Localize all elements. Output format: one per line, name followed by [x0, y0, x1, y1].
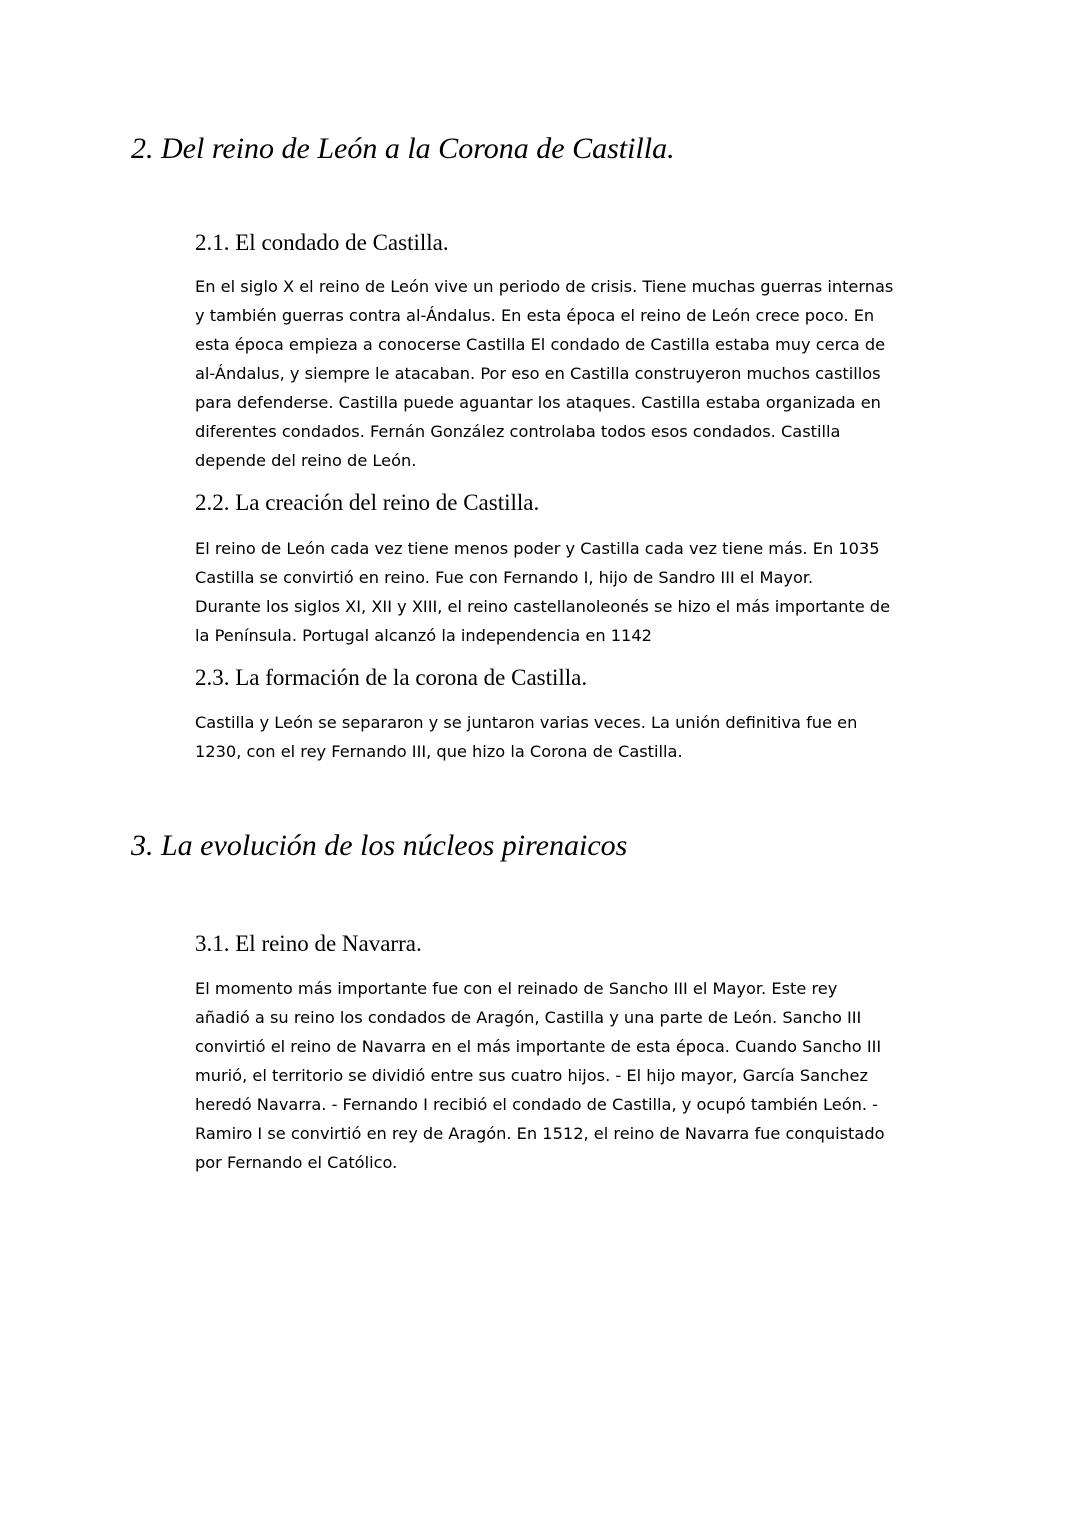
paragraph-line: Castilla y León se separaron y se juntaron varias veces. La unión definitiva fue en — [195, 713, 858, 732]
paragraph — [195, 534, 965, 650]
paragraph — [195, 708, 965, 766]
paragraph-line: heredó Navarra. - Fernando I recibió el condado de Castilla, y ocupó también León. - — [195, 1095, 879, 1114]
paragraph-line: por Fernando el Católico. — [195, 1153, 398, 1172]
paragraph-line: para defenderse. Castilla puede aguantar los ataques. Castilla estaba organizada en — [195, 393, 881, 412]
paragraph — [195, 974, 965, 1177]
paragraph-line: El reino de León cada vez tiene menos poder y Castilla cada vez tiene más. En 1035 — [195, 539, 880, 558]
paragraph — [195, 272, 965, 475]
subsection-heading: 2.2. La creación del reino de Castilla. — [195, 490, 540, 515]
paragraph-line: esta época empieza a conocerse Castilla El condado de Castilla estaba muy cerca de — [195, 335, 886, 354]
paragraph-line: al-Ándalus, y siempre le atacaban. Por eso en Castilla construyeron muchos castillos — [195, 364, 881, 383]
section-heading: 2. Del reino de León a la Corona de Castilla. — [131, 132, 675, 165]
paragraph-line: añadió a su reino los condados de Aragón, Castilla y una parte de León. Sancho III — [195, 1008, 862, 1027]
paragraph-line: la Península. Portugal alcanzó la independencia en 1142 — [195, 626, 652, 645]
paragraph-line: En el siglo X el reino de León vive un periodo de crisis. Tiene muchas guerras internas — [195, 277, 894, 296]
paragraph-line: murió, el territorio se dividió entre sus cuatro hijos. - El hijo mayor, García Sanchez — [195, 1066, 868, 1085]
paragraph-line: Castilla se convirtió en reino. Fue con Fernando I, hijo de Sandro III el Mayor. — [195, 568, 814, 587]
subsection-heading: 2.3. La formación de la corona de Castilla. — [195, 665, 588, 690]
paragraph-line: Ramiro I se convirtió en rey de Aragón. En 1512, el reino de Navarra fue conquistado — [195, 1124, 885, 1143]
paragraph-line: y también guerras contra al-Ándalus. En esta época el reino de León crece poco. En — [195, 306, 875, 325]
paragraph-line: El momento más importante fue con el reinado de Sancho III el Mayor. Este rey — [195, 979, 838, 998]
subsection-heading: 2.1. El condado de Castilla. — [195, 230, 449, 255]
paragraph-line: convirtió el reino de Navarra en el más importante de esta época. Cuando Sancho III — [195, 1037, 882, 1056]
subsection-heading: 3.1. El reino de Navarra. — [195, 931, 422, 956]
paragraph-line: depende del reino de León. — [195, 451, 417, 470]
paragraph-line: diferentes condados. Fernán González controlaba todos esos condados. Castilla — [195, 422, 841, 441]
section-heading: 3. La evolución de los núcleos pirenaicos — [131, 829, 628, 862]
paragraph-line: 1230, con el rey Fernando III, que hizo la Corona de Castilla. — [195, 742, 683, 761]
paragraph-line: Durante los siglos XI, XII y XIII, el reino castellanoleonés se hizo el más importante de — [195, 597, 891, 616]
